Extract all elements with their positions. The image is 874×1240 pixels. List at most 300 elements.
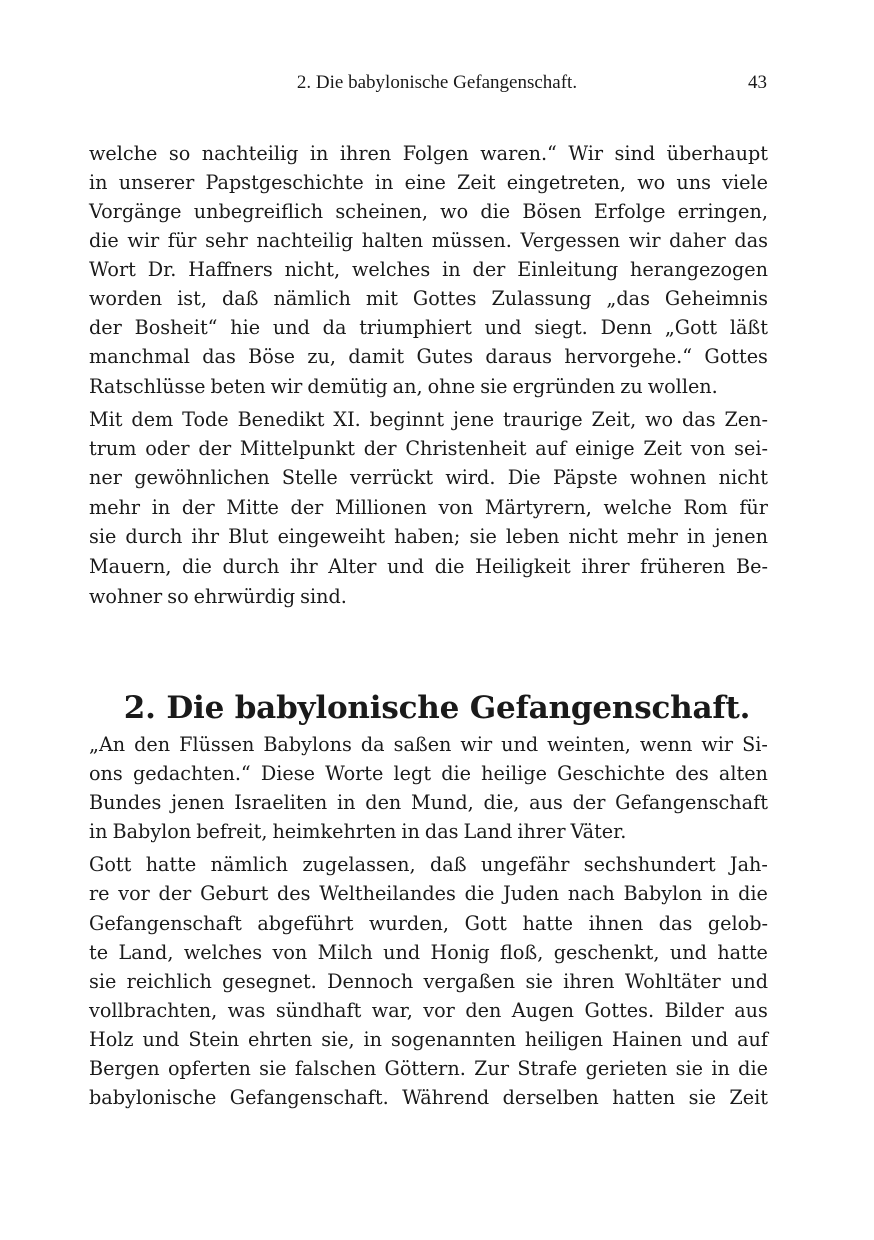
word: Gefangenschaft.	[229, 1086, 389, 1109]
word: oder	[145, 437, 190, 460]
word: Ratschlüsse	[89, 375, 206, 398]
word: ihrer	[517, 820, 566, 843]
text-line	[89, 879, 768, 909]
word: in	[711, 1057, 730, 1080]
word: traurige	[502, 408, 583, 431]
word: und	[691, 1028, 729, 1051]
word: durch	[222, 555, 280, 578]
word: an,	[392, 375, 423, 398]
text-line	[89, 463, 768, 493]
running-title: 2. Die babylonische Gefangenschaft.	[296, 72, 578, 93]
word: müssen.	[431, 229, 512, 252]
word: wo	[637, 171, 666, 194]
word: die	[182, 555, 212, 578]
word: wohner	[89, 585, 163, 608]
word: trum	[89, 437, 137, 460]
word: Jah-	[729, 853, 768, 876]
word: Tode	[182, 408, 229, 431]
word: Be-	[735, 555, 768, 578]
word: so	[168, 142, 191, 165]
word: ihr	[289, 555, 318, 578]
word: Augen	[511, 999, 575, 1022]
word: Dr.	[147, 258, 177, 281]
word: welche	[603, 496, 672, 519]
word: Wir	[568, 142, 604, 165]
word: das	[658, 912, 693, 935]
word: Strafe	[517, 1057, 578, 1080]
word: und	[484, 316, 522, 339]
word: einige	[574, 437, 635, 460]
word: das	[202, 345, 236, 368]
word: und	[501, 733, 539, 756]
word: wollen.	[647, 375, 718, 398]
word: war,	[371, 999, 413, 1022]
word: Bundes	[89, 791, 162, 814]
word: sehr	[205, 229, 248, 252]
word: scheinen,	[335, 200, 428, 223]
word: Gott	[89, 853, 132, 876]
text-line	[89, 168, 768, 198]
word: da	[360, 733, 385, 756]
word: ist,	[177, 287, 207, 310]
word: babylonische	[89, 1086, 217, 1109]
word: „Gott	[664, 316, 718, 339]
word: Vorgänge	[89, 200, 182, 223]
word: da	[322, 316, 347, 339]
word: sie	[480, 375, 508, 398]
word: jenen	[714, 525, 768, 548]
word: Geburt	[200, 882, 269, 905]
word: in	[337, 791, 356, 814]
word: Gottes	[412, 287, 477, 310]
word: und	[387, 555, 425, 578]
word: Erfolge	[593, 200, 666, 223]
word: auf	[737, 1028, 768, 1051]
word: Vergessen	[520, 229, 621, 252]
word: wurden,	[368, 912, 450, 935]
text-line	[89, 788, 768, 818]
word: das	[424, 820, 459, 843]
word: wir	[701, 733, 734, 756]
word: gewöhnlichen	[134, 466, 270, 489]
word: reichlich	[126, 970, 212, 993]
word: Juden	[503, 882, 560, 905]
word: wenn	[639, 733, 693, 756]
word: Christenheit	[405, 437, 527, 460]
word: die	[464, 882, 495, 905]
word: Zeit,	[591, 408, 637, 431]
word: das	[734, 229, 768, 252]
word: te	[89, 941, 109, 964]
word: von	[438, 496, 474, 519]
word: siegt.	[534, 316, 588, 339]
word: was	[227, 999, 266, 1022]
word: wo	[440, 200, 469, 223]
word: die,	[483, 791, 520, 814]
word: Gottes	[704, 345, 768, 368]
word: re	[89, 882, 110, 905]
word: den	[365, 791, 402, 814]
word: Land,	[118, 941, 174, 964]
word: in	[363, 1028, 383, 1051]
word: damit	[348, 345, 405, 368]
word: auf	[535, 437, 567, 460]
word: Geheimnis	[664, 287, 768, 310]
word: nachteilig	[201, 142, 299, 165]
text-line	[89, 522, 768, 552]
word: daher	[669, 229, 726, 252]
word: der	[290, 496, 324, 519]
word: herangezogen	[630, 258, 768, 281]
word: ner	[89, 466, 122, 489]
word: worden	[89, 287, 163, 310]
word: ihren	[563, 970, 615, 993]
word: aus	[734, 999, 768, 1022]
word: Mund,	[411, 791, 474, 814]
word: sogenannten	[390, 1028, 516, 1051]
word: viele	[722, 171, 768, 194]
running-header	[0, 70, 874, 96]
word: Stelle	[281, 466, 338, 489]
word: Benedikt	[237, 408, 325, 431]
word: falschen	[294, 1057, 377, 1080]
word: hatte	[145, 853, 197, 876]
text-line	[89, 434, 768, 464]
word: Bergen	[89, 1057, 160, 1080]
word: ihr	[191, 525, 220, 548]
word: waren.“	[480, 142, 557, 165]
word: der	[472, 258, 506, 281]
word: „An	[89, 733, 126, 756]
word: die	[434, 555, 465, 578]
word: in	[309, 142, 329, 165]
word: der	[363, 437, 397, 460]
word: durch	[125, 525, 183, 548]
text-line	[89, 582, 768, 612]
word: vergaßen	[423, 970, 516, 993]
word: sie	[89, 970, 117, 993]
text-line	[89, 342, 768, 372]
word: sie	[89, 525, 117, 548]
word: ons	[89, 762, 123, 785]
word: Millionen	[334, 496, 427, 519]
text-line	[89, 1025, 768, 1055]
word: Si-	[742, 733, 768, 756]
word: Bösen	[522, 200, 582, 223]
text-line	[89, 850, 768, 880]
word: und	[272, 316, 310, 339]
word: XI.	[333, 408, 361, 431]
word: welches	[352, 258, 431, 281]
word: Bosheit“	[134, 316, 218, 339]
word: manchmal	[89, 345, 190, 368]
word: welches	[183, 941, 263, 964]
word: in	[89, 171, 108, 194]
word: wohnen	[629, 466, 707, 489]
word: Päpste	[552, 466, 618, 489]
word: Land	[463, 820, 513, 843]
word: aus	[529, 791, 563, 814]
word: ihren	[339, 142, 392, 165]
word: floß,	[500, 941, 544, 964]
word: der	[89, 316, 122, 339]
word: überhaupt	[666, 142, 768, 165]
word: derselben	[502, 1086, 599, 1109]
word: zugelassen,	[302, 853, 416, 876]
word: daß	[221, 287, 259, 310]
word: opferten	[167, 1057, 251, 1080]
word: früheren	[640, 555, 726, 578]
word: Rom	[683, 496, 728, 519]
text-line	[89, 493, 768, 523]
word: gedachten.“	[132, 762, 251, 785]
word: nicht	[718, 466, 768, 489]
word: wir	[127, 229, 160, 252]
word: heimkehrten	[272, 820, 397, 843]
word: zu,	[307, 345, 336, 368]
word: sind.	[300, 585, 347, 608]
word: sie	[469, 525, 497, 548]
word: Alter	[328, 555, 377, 578]
word: und	[669, 941, 707, 964]
word: der	[198, 437, 232, 460]
word: das	[681, 408, 716, 431]
word: sind	[614, 142, 656, 165]
text-line	[89, 139, 768, 169]
word: wir	[460, 733, 493, 756]
word: welche	[89, 142, 158, 165]
word: vor	[118, 882, 150, 905]
word: Zur	[474, 1057, 510, 1080]
word: Haffners	[188, 258, 273, 281]
word: mehr	[89, 496, 141, 519]
word: uns	[676, 171, 711, 194]
word: in	[687, 525, 706, 548]
text-line	[89, 313, 768, 343]
word: geschenkt,	[553, 941, 660, 964]
word: nach	[567, 882, 615, 905]
text-line	[89, 909, 768, 939]
word: sei-	[734, 437, 768, 460]
word: in	[374, 171, 394, 194]
word: nämlich	[210, 853, 289, 876]
word: den	[134, 733, 171, 756]
word: in	[151, 496, 171, 519]
word: die	[89, 229, 119, 252]
word: Märtyrern,	[484, 496, 592, 519]
word: der	[572, 791, 606, 814]
word: von	[272, 941, 308, 964]
word: vollbrachten,	[89, 999, 218, 1022]
word: sie	[259, 1057, 287, 1080]
text-line	[89, 759, 768, 789]
word: hatte	[717, 941, 768, 964]
word: so	[167, 585, 189, 608]
word: eine	[404, 171, 446, 194]
word: Folgen	[402, 142, 469, 165]
word: daß	[430, 853, 467, 876]
word: sie,	[321, 1028, 355, 1051]
text-line	[89, 552, 768, 582]
word: leben	[505, 525, 560, 548]
word: läßt	[729, 316, 768, 339]
word: Gutes	[416, 345, 474, 368]
word: Mit	[89, 408, 123, 431]
word: Geschichte	[557, 762, 666, 785]
word: nicht,	[284, 258, 341, 281]
word: „das	[606, 287, 650, 310]
word: Böse	[248, 345, 296, 368]
word: daraus	[485, 345, 552, 368]
word: gerieten	[585, 1057, 668, 1080]
word: wo	[645, 408, 674, 431]
word: Wohltäter	[624, 970, 721, 993]
word: Israeliten	[234, 791, 328, 814]
word: nachteilig	[256, 229, 354, 252]
word: in	[710, 882, 730, 905]
word: Babylon	[112, 820, 192, 843]
text-line	[89, 197, 768, 227]
word: zu	[620, 375, 643, 398]
word: die	[738, 882, 768, 905]
text-line	[89, 1054, 768, 1084]
word: Flüssen	[179, 733, 255, 756]
text-line	[89, 284, 768, 314]
word: beten	[210, 375, 266, 398]
word: befreit,	[196, 820, 268, 843]
word: Papstgeschichte	[205, 171, 364, 194]
word: für	[167, 229, 197, 252]
word: Mittelpunkt	[239, 437, 355, 460]
word: in	[89, 820, 108, 843]
word: Zulassung	[491, 287, 592, 310]
word: ehrwürdig	[193, 585, 296, 608]
word: Diese	[260, 762, 315, 785]
word: hie	[230, 316, 261, 339]
word: und	[383, 941, 421, 964]
word: mehr	[626, 525, 678, 548]
word: alten	[718, 762, 768, 785]
word: Gottes.	[584, 999, 655, 1022]
text-line	[89, 938, 768, 968]
word: Hainen	[611, 1028, 683, 1051]
text-line	[89, 967, 768, 997]
word: sechshundert	[583, 853, 716, 876]
word: Zen-	[724, 408, 768, 431]
word: sie	[525, 970, 553, 993]
word: in	[401, 820, 420, 843]
text-line	[89, 996, 768, 1026]
word: in	[442, 258, 461, 281]
word: abgeführt	[257, 912, 354, 935]
word: Einleitung	[517, 258, 619, 281]
word: heilige	[481, 762, 547, 785]
word: hatten	[612, 1086, 676, 1109]
word: Göttern.	[384, 1057, 466, 1080]
word: die	[738, 1057, 768, 1080]
word: hervorgehe.“	[564, 345, 693, 368]
word: unbegreiflich	[193, 200, 324, 223]
word: ohne	[427, 375, 476, 398]
word: Gefangenschaft	[615, 791, 768, 814]
word: Wort	[89, 258, 136, 281]
word: eingetreten,	[506, 171, 626, 194]
word: jenen	[171, 791, 225, 814]
word: des	[277, 882, 311, 905]
word: wir	[628, 229, 661, 252]
text-line	[89, 405, 768, 435]
section-heading: 2. Die babylonische Gefangenschaft.	[123, 689, 751, 726]
word: saßen	[393, 733, 452, 756]
word: triumphiert	[359, 316, 472, 339]
word: halten	[361, 229, 424, 252]
word: wird.	[445, 466, 496, 489]
word: Blut	[228, 525, 269, 548]
word: die	[480, 200, 511, 223]
word: eingeweiht	[277, 525, 386, 548]
word: Gott	[464, 912, 507, 935]
word: Milch	[317, 941, 373, 964]
word: Worte	[325, 762, 384, 785]
word: Dennoch	[327, 970, 414, 993]
word: vor	[423, 999, 455, 1022]
word: Babylon	[623, 882, 703, 905]
word: beginnt	[369, 408, 445, 431]
word: und	[142, 1028, 180, 1051]
word: und	[731, 970, 768, 993]
word: demütig	[307, 375, 388, 398]
text-line	[89, 226, 768, 256]
word: des	[675, 762, 709, 785]
page-number: 43	[748, 72, 767, 93]
word: Honig	[430, 941, 490, 964]
word: Während	[402, 1086, 490, 1109]
word: ihrer	[581, 555, 630, 578]
word: verrückt	[350, 466, 434, 489]
word: weinten,	[547, 733, 631, 756]
word: haben;	[394, 525, 461, 548]
word: sie	[688, 1086, 716, 1109]
word: heiligen	[524, 1028, 603, 1051]
word: Babylons	[263, 733, 352, 756]
word: ergründen	[512, 375, 616, 398]
word: nämlich	[273, 287, 351, 310]
word: Heiligkeit	[475, 555, 571, 578]
text-line	[89, 255, 768, 285]
word: legt	[393, 762, 432, 785]
word: der	[158, 882, 192, 905]
word: Väter.	[570, 820, 627, 843]
word: Zeit	[457, 171, 496, 194]
word: nicht	[568, 525, 618, 548]
word: von	[690, 437, 726, 460]
text-line	[89, 730, 768, 760]
word: hatte	[522, 912, 574, 935]
word: sie	[675, 1057, 704, 1080]
word: mit	[365, 287, 398, 310]
word: Mitte	[226, 496, 279, 519]
word: Weltheilandes	[319, 882, 456, 905]
word: Gefangenschaft	[89, 912, 242, 935]
word: Zeit	[643, 437, 682, 460]
word: der	[181, 496, 215, 519]
text-line	[89, 817, 768, 847]
word: Bilder	[664, 999, 724, 1022]
word: ungefähr	[480, 853, 570, 876]
word: Mauern,	[89, 555, 172, 578]
text-line	[89, 1083, 768, 1113]
word: die	[441, 762, 471, 785]
